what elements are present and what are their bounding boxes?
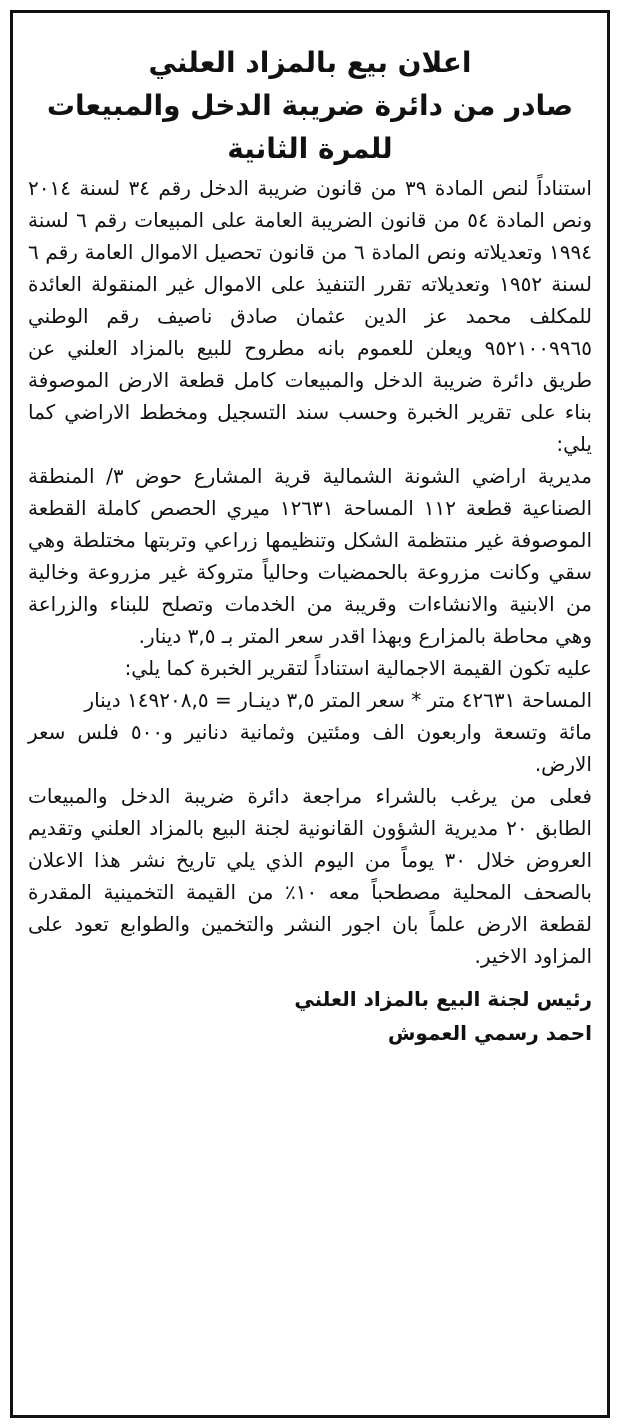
title-line-1: اعلان بيع بالمزاد العلني <box>148 46 472 79</box>
title-line-2: صادر من دائرة ضريبة الدخل والمبيعات <box>46 89 574 122</box>
notice-title <box>28 41 592 170</box>
paragraph-land-description: مديرية اراضي الشونة الشمالية قرية المشارع حوض ٣/ المنطقة الصناعية قطعة ١١٢ المساحة ١٢٦٣١ ميري الحصص كاملة القطعة الموصوفة غير منتظمة الشكل وتنظيمها زراعي وتربتها مختلطة وهي سقي وكانت مزروعة بالحمضيات وحالياً متروكة غير مزروعة وخالية من الابنية والانشاءات وقريبة من الخدمات وتصلح للبناء والزراعة وهي محاطة بالمزارع وبهذا اقدر سعر المتر بـ ٣,٥ دينار. <box>28 464 592 648</box>
paragraph-calculation: المساحة ٤٢٦٣١ متر * سعر المتر ٣,٥ دينـار = ١٤٩٢٠٨,٥ دينار <box>84 688 592 712</box>
paragraph-legal-basis: استناداً لنص المادة ٣٩ من قانون ضريبة الدخل رقم ٣٤ لسنة ٢٠١٤ ونص المادة ٥٤ من قانون الضريبة العامة على المبيعات رقم ٦ لسنة ١٩٩٤ وتعديلاته ونص المادة ٦ من قانون تحصيل الاموال العامة رقم ٦ لسنة ١٩٥٢ وتعديلاته تقرر التنفيذ على الاموال غير المنقولة العائدة للمكلف محمد عز الدين عثمان صادق ناصيف رقم الوطني ٩٥٢١٠٠٩٩٦٥ ويعلن للعموم بانه مطروح للبيع بالمزاد العلني عن طريق دائرة ضريبة الدخل والمبيعات كامل قطعة الارض الموصوفة بناء على تقرير الخبرة وحسب سند التسجيل ومخطط الاراضي كما يلي: <box>28 176 593 456</box>
signature-name: احمد رسمي العموش <box>387 1021 592 1045</box>
paragraph-total-value-intro: عليه تكون القيمة الاجمالية استناداً لتقرير الخبرة كما يلي: <box>124 656 592 680</box>
paragraph-price-in-words: مائة وتسعة واربعون الف ومئتين وثمانية دنانير و٥٠٠ فلس سعر الارض. <box>28 720 592 776</box>
title-line-3: للمرة الثانية <box>227 132 393 165</box>
signature-title: رئيس لجنة البيع بالمزاد العلني <box>294 987 592 1011</box>
notice-frame <box>10 10 610 1418</box>
paragraph-instructions: فعلى من يرغب بالشراء مراجعة دائرة ضريبة الدخل والمبيعات الطابق ٢٠ مديرية الشؤون القانونية لجنة البيع بالمزاد العلني وتقديم العروض خلال ٣٠ يوماً من اليوم الذي يلي تاريخ نشر هذا الاعلان بالصحف المحلية مصطحباً معه ١٠٪ من القيمة التخمينية المقدرة لقطعة الارض علماً بان اجور النشر والتخمين والطوابع تعود على المزاود الاخير. <box>28 784 593 968</box>
signature-block <box>28 982 592 1050</box>
notice-body <box>28 172 592 972</box>
